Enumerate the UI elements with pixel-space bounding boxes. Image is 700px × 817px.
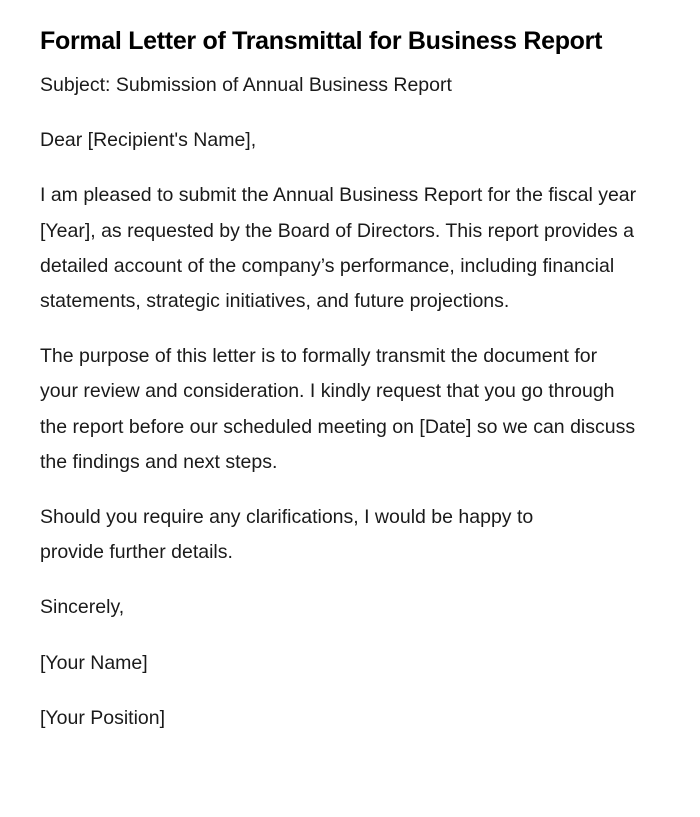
closing: Sincerely, [40,596,125,619]
body-paragraph-2: The purpose of this letter is to formally transmit the document for your review and consideration. I kindly request that you go through the report before our scheduled meeting on [Date] so we can discuss the findings and next steps. [40,345,636,473]
subject-line: Subject: Submission of Annual Business Report [40,74,452,96]
document-title: Formal Letter of Transmittal for Business Report [40,27,603,55]
signature-name: [Your Name] [40,651,148,674]
salutation: Dear [Recipient's Name], [40,129,257,152]
body-paragraph-1: I am pleased to submit the Annual Business Report for the fiscal year [Year], as requested by the Board of Directors. This report provides a detailed account of the company’s performance, including financial statements, strategic initiatives, and future projections. [40,184,637,313]
signature-position: [Your Position] [40,706,166,729]
body-paragraph-3: Should you require any clarifications, I would be happy to provide further details. [40,506,534,564]
